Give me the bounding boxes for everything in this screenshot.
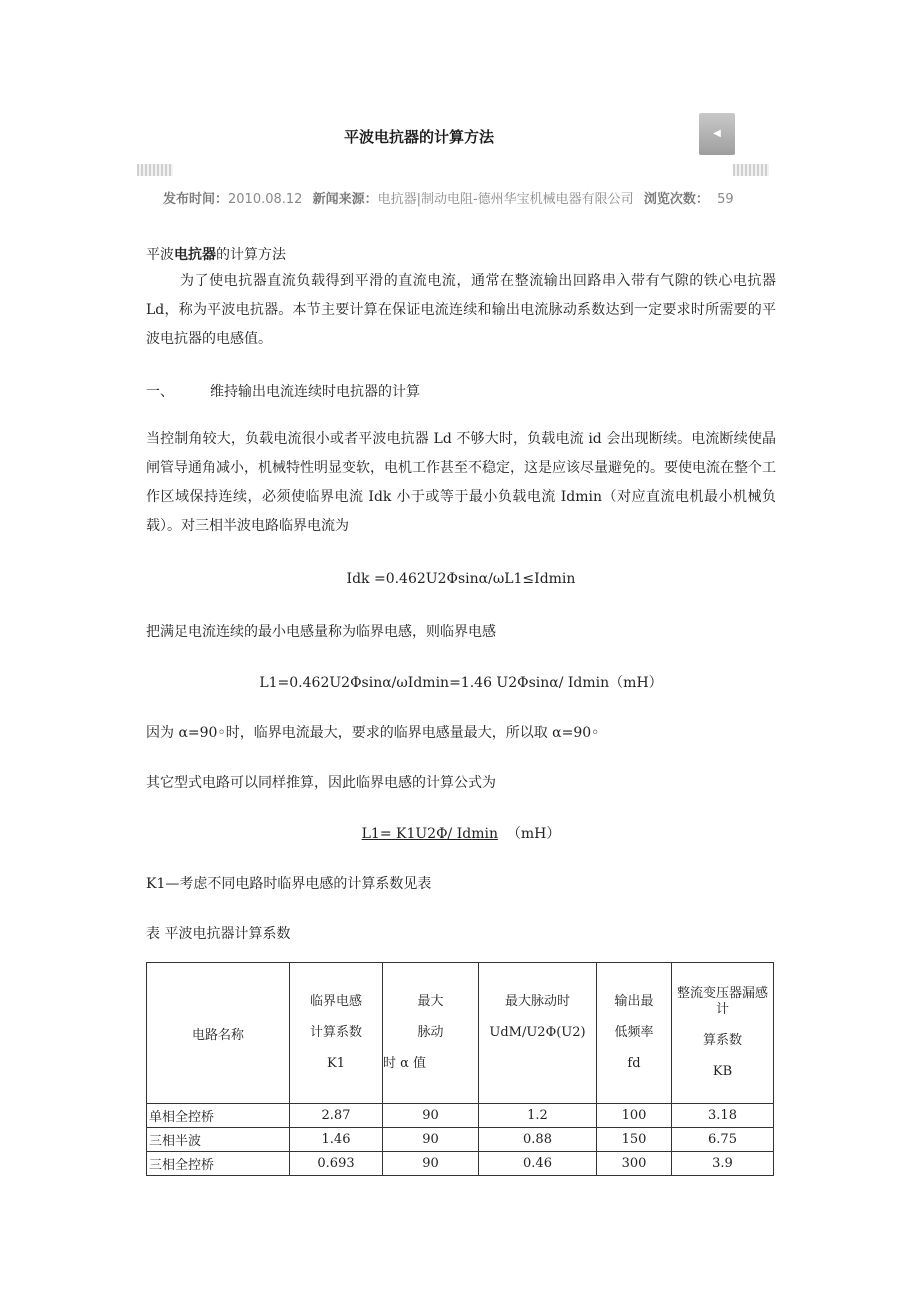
formula-general-unit: （mH） (506, 826, 561, 842)
decorative-stripe-left (137, 164, 173, 176)
page-title: 平波电抗器的计算方法 (343, 128, 494, 146)
formula-general-main: L1= K1U2Φ/ Idmin (361, 826, 498, 842)
table-caption: 表 平波电抗器计算系数 (146, 926, 291, 942)
header-pulse: 最大脉动时 UdM/U2Φ(U2) (479, 963, 597, 1104)
publish-label: 发布时间： (163, 192, 229, 207)
formula-critical-inductance: L1=0.462U2Φsinα/ωIdmin=1.46 U2Φsinα/ Idmin（mH） (259, 675, 663, 691)
table-row: 三相半波 1.46 90 0.88 150 6.75 (147, 1128, 774, 1152)
source-link[interactable]: 电抗器|制动电阻-德州华宝机械电器有限公司 (377, 192, 634, 207)
views-count: 59 (717, 192, 734, 207)
header-name: 电路名称 (147, 963, 290, 1104)
continuity-paragraph: 当控制角较大，负载电流很小或者平波电抗器 Ld 不够大时，负载电流 id 会出现断续。电流断续使晶闸管导通角减小，机械特性明显变软，电机工作甚至不稳定，这是应该尽量避免的。要使电流在整个工作区域保持连续，必须使临界电流 Idk 小于或等于最小负载电流 Idmin（对应直流电机最小机械负载）。对三相半波电路临界电流为 (146, 431, 776, 534)
header-k1: 临界电感 计算系数 K1 (290, 963, 383, 1104)
critical-inductance-text: 把满足电流连续的最小电感量称为临界电感，则临界电感 (146, 624, 496, 640)
k1-explanation: K1—考虑不同电路时临界电感的计算系数见表 (146, 876, 432, 892)
formula-general (146, 823, 776, 843)
formula-critical-current: Idk =0.462U2Φsinα/ωL1≤Idmin (346, 571, 576, 587)
views-label: 浏览次数： (643, 192, 709, 207)
section-heading (146, 381, 420, 401)
article-meta (163, 188, 734, 207)
intro-paragraph: 为了使电抗器直流负载得到平滑的直流电流，通常在整流输出回路串入带有气隙的铁心电抗器 Ld，称为平波电抗器。本节主要计算在保证电流连续和输出电流脉动系数达到一定要求时所需要的平波电抗器的电感值。 (146, 273, 776, 347)
source-label: 新闻来源： (312, 192, 378, 207)
left-arrow-icon[interactable]: ◀ (699, 113, 735, 155)
header-kb: 整流变压器漏感计 算系数 KB (672, 963, 774, 1104)
body-heading: 平波电抗器的计算方法 (146, 247, 286, 263)
table-header-row (147, 963, 774, 1104)
table-row: 单相全控桥 2.87 90 1.2 100 3.18 (147, 1104, 774, 1128)
coefficient-table (146, 962, 774, 1176)
publish-date: 2010.08.12 (228, 192, 303, 207)
keyword-link[interactable]: 电抗器 (174, 247, 216, 263)
decorative-stripe-right (733, 164, 769, 176)
table-row: 三相全控桥 0.693 90 0.46 300 3.9 (147, 1152, 774, 1176)
section-title: 维持输出电流连续时电抗器的计算 (210, 384, 420, 400)
section-number: 一、 (146, 384, 174, 400)
header-alpha: 最大 脉动 时 α 值 (383, 963, 479, 1104)
header-freq: 输出最 低频率 fd (597, 963, 672, 1104)
general-formula-text: 其它型式电路可以同样推算，因此临界电感的计算公式为 (146, 775, 496, 791)
alpha-text: 因为 α=90◦时，临界电流最大，要求的临界电感量最大，所以取 α=90◦ (146, 725, 600, 741)
